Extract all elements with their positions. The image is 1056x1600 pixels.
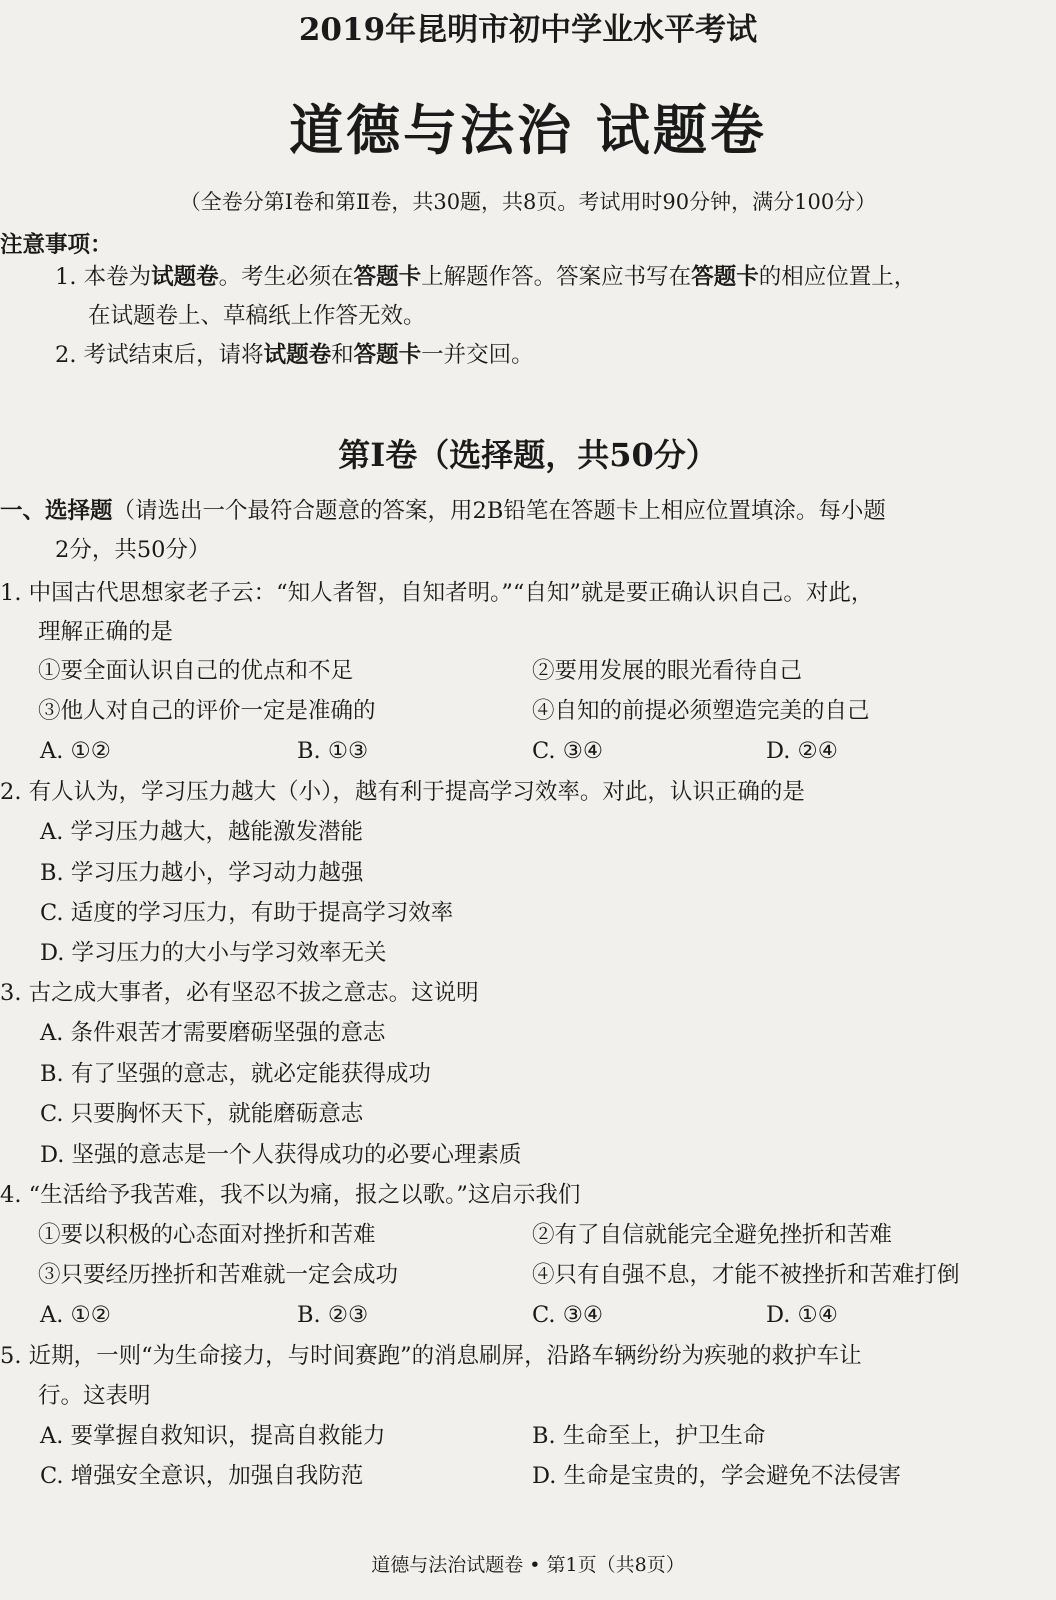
question-5-option-b: B. 生命至上，护卫生命 <box>532 1423 766 1449</box>
question-5-stem: 5. 近期，一则“为生命接力，与时间赛跑”的消息刷屏，沿路车辆纷纷为疾驰的救护车让 <box>0 1343 862 1369</box>
note-1-text: 的相应位置上， <box>758 264 917 290</box>
section-title: 第Ⅰ卷（选择题，共50分） <box>338 436 718 474</box>
section-heading: 一、选择题 <box>0 498 113 524</box>
question-2-option-c: C. 适度的学习压力，有助于提高学习效率 <box>40 900 454 926</box>
question-1-statement: ①要全面认识自己的优点和不足 <box>38 658 354 684</box>
question-4-option-c: C. ③④ <box>532 1302 604 1328</box>
note-1-emph: 答题卡 <box>353 264 422 290</box>
question-4-statement: ①要以积极的心态面对挫折和苦难 <box>38 1222 376 1248</box>
question-4-statement: ②有了自信就能完全避免挫折和苦难 <box>532 1222 893 1248</box>
question-3-stem: 3. 古之成大事者，必有坚忍不拔之意志。这说明 <box>0 980 479 1006</box>
note-2-emph: 试题卷 <box>263 342 332 368</box>
question-1-statement: ②要用发展的眼光看待自己 <box>532 658 803 684</box>
question-1-statement: ④自知的前提必须塑造完美的自己 <box>532 698 870 724</box>
question-4-stem: 4. “生活给予我苦难，我不以为痛，报之以歌。”这启示我们 <box>0 1182 581 1208</box>
note-1-text: 1. 本卷为 <box>55 264 152 290</box>
note-1 <box>55 262 916 292</box>
note-2-text: 一并交回。 <box>421 342 534 368</box>
note-2-text: 和 <box>331 342 354 368</box>
question-1-option-a: A. ①② <box>40 738 111 764</box>
note-2 <box>55 340 534 370</box>
note-1-emph: 答题卡 <box>691 264 759 290</box>
question-4-statement: ④只有自强不息，才能不被挫折和苦难打倒 <box>532 1262 960 1288</box>
subject-title: 道德与法治 试题卷 <box>289 98 767 162</box>
question-1-statement: ③他人对自己的评价一定是准确的 <box>38 698 376 724</box>
question-2-option-b: B. 学习压力越小，学习动力越强 <box>40 860 364 886</box>
question-2-option-d: D. 学习压力的大小与学习效率无关 <box>40 940 387 966</box>
question-3-option-b: B. 有了坚强的意志，就必定能获得成功 <box>40 1061 431 1087</box>
section-instructions-text: （请选出一个最符合题意的答案，用2B铅笔在答题卡上相应位置填涂。每小题 <box>112 498 886 524</box>
question-3-option-c: C. 只要胸怀天下，就能磨砺意志 <box>40 1101 364 1127</box>
section-instructions-continued: 2分，共50分） <box>55 537 211 563</box>
question-4-option-a: A. ①② <box>40 1302 111 1328</box>
note-2-text: 2. 考试结束后，请将 <box>55 342 264 368</box>
question-5-option-c: C. 增强安全意识，加强自我防范 <box>40 1463 364 1489</box>
note-1-emph: 试题卷 <box>151 264 219 290</box>
exam-title: 2019年昆明市初中学业水平考试 <box>298 12 758 48</box>
note-1-continued: 在试题卷上、草稿纸上作答无效。 <box>88 303 426 329</box>
question-1-stem-continued: 理解正确的是 <box>38 619 174 645</box>
section-instructions <box>0 496 886 526</box>
question-5-option-a: A. 要掌握自救知识，提高自救能力 <box>40 1423 386 1449</box>
question-4-option-b: B. ②③ <box>297 1302 369 1328</box>
note-1-text: 上解题作答。答案应书写在 <box>421 264 692 290</box>
question-4-statement: ③只要经历挫折和苦难就一定会成功 <box>38 1262 399 1288</box>
note-1-text: 。考生必须在 <box>218 264 354 290</box>
question-5-option-d: D. 生命是宝贵的，学会避免不法侵害 <box>532 1463 902 1489</box>
question-4-option-d: D. ①④ <box>766 1302 838 1328</box>
question-3-option-d: D. 坚强的意志是一个人获得成功的必要心理素质 <box>40 1142 522 1168</box>
question-3-option-a: A. 条件艰苦才需要磨砺坚强的意志 <box>40 1020 386 1046</box>
page-footer: 道德与法治试题卷 • 第1页（共8页） <box>371 1554 685 1576</box>
question-1-stem: 1. 中国古代思想家老子云：“知人者智，自知者明。”“自知”就是要正确认识自己。对此， <box>0 580 874 606</box>
question-2-option-a: A. 学习压力越大，越能激发潜能 <box>40 819 364 845</box>
question-5-stem-continued: 行。这表明 <box>38 1383 151 1409</box>
notes-title: 注意事项： <box>0 232 113 258</box>
exam-meta: （全卷分第Ⅰ卷和第Ⅱ卷，共30题，共8页。考试用时90分钟，满分100分） <box>179 190 877 214</box>
note-2-emph: 答题卡 <box>353 342 422 368</box>
question-1-option-c: C. ③④ <box>532 738 604 764</box>
question-2-stem: 2. 有人认为，学习压力越大（小），越有利于提高学习效率。对此，认识正确的是 <box>0 779 805 805</box>
question-1-option-b: B. ①③ <box>297 738 369 764</box>
question-1-option-d: D. ②④ <box>766 738 838 764</box>
